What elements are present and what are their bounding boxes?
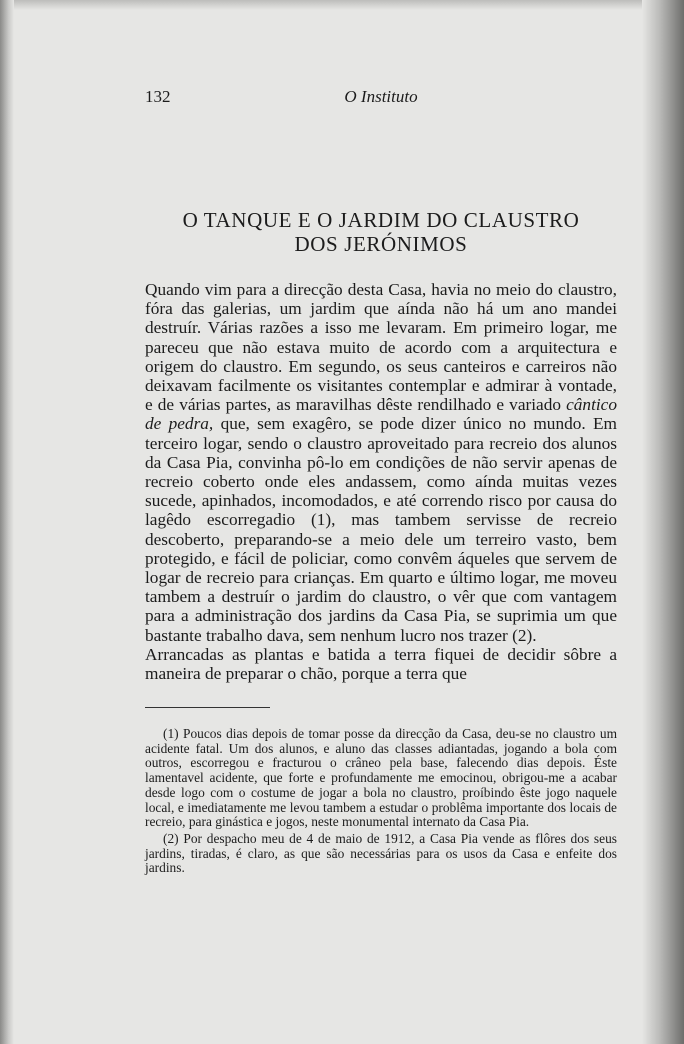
running-header: [145, 87, 617, 109]
body-paragraph-2: Arrancadas as plantas e batida a terra fiquei de decidir sôbre a maneira de preparar o chão, porque a terra que: [145, 644, 617, 684]
page-edge-right: [642, 0, 684, 1044]
article-body: [145, 280, 617, 683]
article-title-line1: O TANQUE E O JARDIM DO CLAUSTRO: [182, 208, 580, 232]
running-title: O Instituto: [344, 87, 418, 106]
footnote-divider: [145, 707, 270, 708]
paragraph1-continuation: que, sem exagêro, se pode dizer único no mundo. Em terceiro logar, sendo o claustro aproveitado para recreio dos alunos da Casa Pia, convinha pô-lo em condições de não servir apenas de recreio coberto onde eles andassem, como aínda muitas vezes sucede, apinhados, incomodados, e até correndo risco por causa do lagêdo escorregadio (1), mas tambem servisse de recreio descoberto, preparando-se a meio dele um terreiro vasto, bem protegido, e fácil de policiar, como convêm áqueles que servem de logar de recreio para crianças. Em quarto e último logar, me moveu tambem a destruír o jardim do claustro, o vêr que com vantagem para a administração dos jardins da Casa Pia, se suprimia um que bastante trabalho dava, sem nenhum lucro nos trazer (2).: [145, 414, 617, 645]
page-edge-top: [0, 0, 684, 10]
paragraph1-start: Quando vim para a direcção desta Casa, havia no meio do claustro, fóra das galerias, um jardim que aínda não há um ano mandei destruír. Várias razões a isso me levaram. Em primeiro logar, me pareceu que não estava muito de acordo com a arquitectura e origem do claustro. Em segundo, os seus canteiros e carreiros não deixavam facilmente os visitantes contemplar e admirar à vontade, e de várias partes, as maravilhas dêste rendilhado e variado: [145, 280, 617, 415]
page-number: 132: [145, 87, 171, 106]
paragraph1-italic: cântico de pedra,: [145, 395, 617, 434]
footnote-2: (2) Por despacho meu de 4 de maio de 1912, a Casa Pia vende as flôres dos seus jardins, tiradas, é claro, as que são necessárias para os usos da Casa e enfeite dos jardins.: [145, 830, 617, 876]
body-paragraph-1: [145, 280, 617, 645]
footnote-1: (1) Poucos dias depois de tomar posse da direcção da Casa, deu-se no claustro um acidente fatal. Um dos alunos, e aluno das classes adiantadas, jogando a bola com outros, escorregou e fracturou o crâneo pela base, falecendo dias depois. Éste lamentavel acidente, que forte e profundamente me emocinou, obrigou-me a acabar desde logo com o costume de jogar a bola no claustro, proíbindo êste jogo naquele local, e imediatamente me levou tambem a estudar o problêma importante dos locais de recreio, para ginástica e jogos, neste monumental internato da Casa Pia.: [145, 726, 617, 830]
article-title-line2: DOS JERÓNIMOS: [294, 232, 468, 256]
footnotes: [145, 727, 617, 878]
page-edge-left: [0, 0, 14, 1044]
article-title: [145, 208, 617, 256]
